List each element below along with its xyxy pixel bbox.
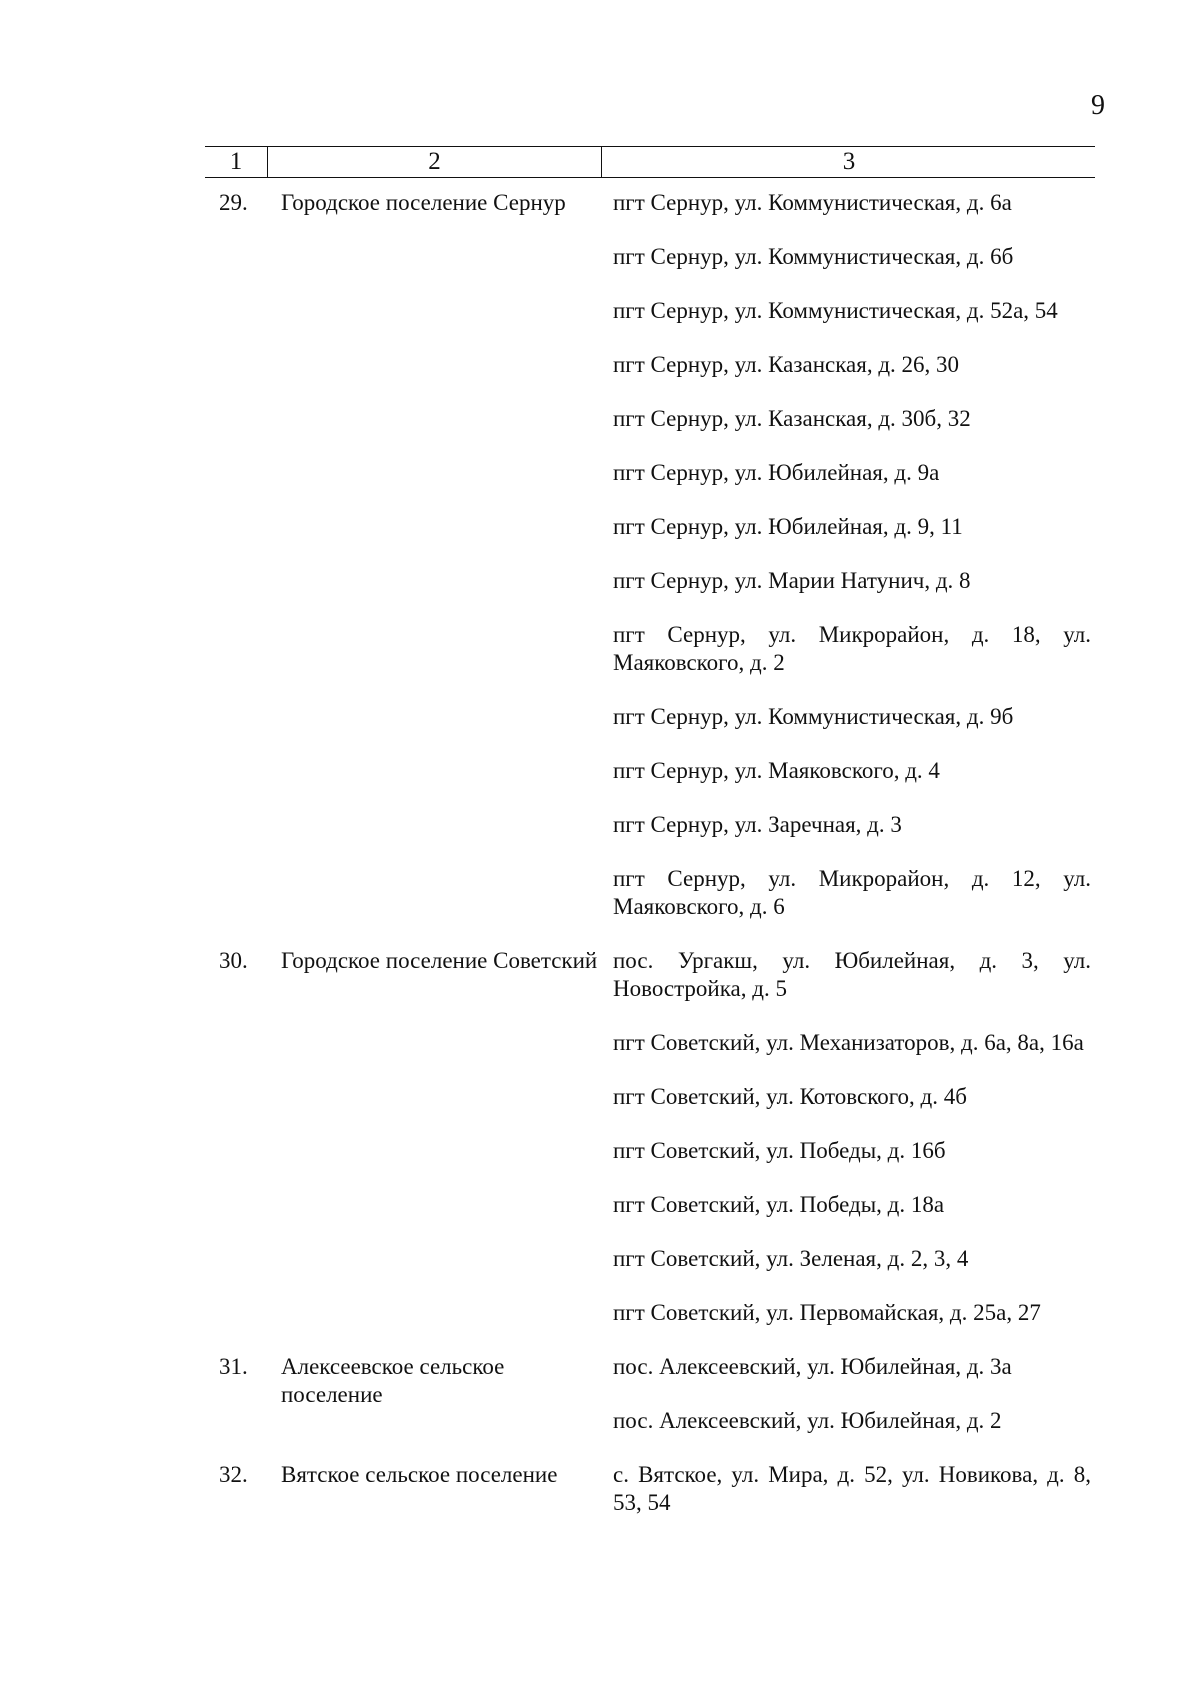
settlement-name: Городское поселение Сернур (281, 190, 566, 215)
table-body (205, 189, 1095, 1517)
address-item: пгт Сернур, ул. Коммунистическая, д. 6б (613, 244, 1014, 269)
address-item: пгт Советский, ул. Зеленая, д. 2, 3, 4 (613, 1246, 969, 1271)
address-item: пгт Советский, ул. Первомайская, д. 25а, 27 (613, 1300, 1041, 1325)
table-row (205, 189, 1095, 921)
header-col-3: 3 (842, 148, 856, 175)
address-list (613, 947, 1091, 1327)
address-item: пгт Советский, ул. Победы, д. 18а (613, 1192, 945, 1217)
address-item: пгт Сернур, ул. Маяковского, д. 4 (613, 758, 940, 783)
row-number: 30. (219, 948, 248, 973)
address-item: пгт Сернур, ул. Казанская, д. 30б, 32 (613, 406, 971, 431)
settlement-name: Городское поселение Советский (281, 948, 598, 973)
address-item: пгт Сернур, ул. Юбилейная, д. 9а (613, 460, 940, 485)
address-item: пгт Сернур, ул. Микрорайон, д. 12, ул. Маяковского, д. 6 (613, 866, 1091, 919)
address-item: пгт Советский, ул. Механизаторов, д. 6а, 8а, 16а (613, 1030, 1084, 1055)
address-item: пгт Сернур, ул. Юбилейная, д. 9, 11 (613, 514, 963, 539)
address-item: пгт Сернур, ул. Марии Натунич, д. 8 (613, 568, 971, 593)
table-row (205, 1353, 1095, 1435)
address-item: пос. Алексеевский, ул. Юбилейная, д. 2 (613, 1408, 1002, 1433)
address-item: пгт Сернур, ул. Казанская, д. 26, 30 (613, 352, 960, 377)
address-item: пос. Ургакш, ул. Юбилейная, д. 3, ул. Новостройка, д. 5 (613, 948, 1091, 1001)
address-list (613, 189, 1091, 921)
address-list (613, 1353, 1091, 1435)
table-row (205, 1461, 1095, 1517)
address-item: пгт Советский, ул. Победы, д. 16б (613, 1138, 946, 1163)
header-col-2: 2 (268, 147, 602, 177)
row-number: 29. (219, 190, 248, 215)
address-item: с. Вятское, ул. Мира, д. 52, ул. Новикова, д. 8, 53, 54 (613, 1462, 1091, 1515)
address-item: пгт Сернур, ул. Коммунистическая, д. 9б (613, 704, 1014, 729)
row-number: 31. (219, 1354, 248, 1379)
table-header (205, 146, 1095, 178)
row-number: 32. (219, 1462, 248, 1487)
header-col-1: 1 (205, 147, 268, 177)
page-number: 9 (1091, 90, 1105, 121)
table-row (205, 947, 1095, 1327)
address-item: пгт Сернур, ул. Микрорайон, д. 18, ул. Маяковского, д. 2 (613, 622, 1091, 675)
address-item: пгт Советский, ул. Котовского, д. 4б (613, 1084, 967, 1109)
address-item: пос. Алексеевский, ул. Юбилейная, д. 3а (613, 1354, 1012, 1379)
address-list (613, 1461, 1091, 1517)
address-item: пгт Сернур, ул. Коммунистическая, д. 52а, 54 (613, 298, 1058, 323)
address-item: пгт Сернур, ул. Заречная, д. 3 (613, 812, 902, 837)
address-item: пгт Сернур, ул. Коммунистическая, д. 6а (613, 190, 1012, 215)
settlement-name: Вятское сельское поселение (281, 1462, 558, 1487)
settlement-name: Алексеевское сельское поселение (281, 1354, 505, 1407)
